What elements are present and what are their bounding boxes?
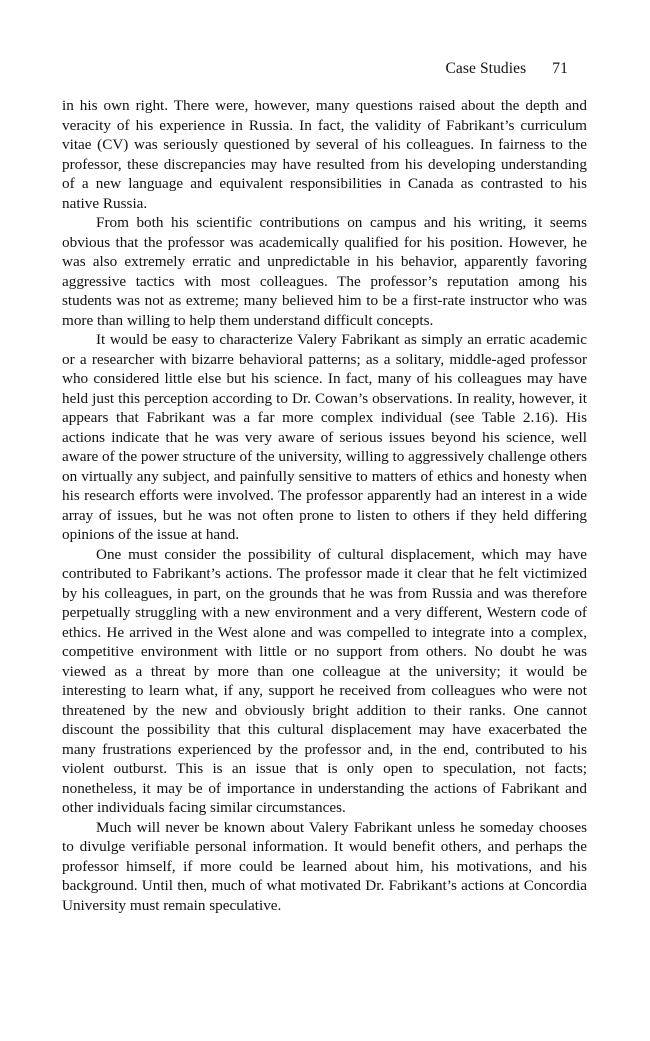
running-head: [445, 60, 568, 78]
body-text: [62, 96, 587, 915]
paragraph-continued: in his own right. There were, however, many questions raised about the depth and veracity of his experience in Russia. In fact, the validity of Fabrikant’s curriculum vitae (CV) was seriously questioned by several of his colleagues. In fairness to the professor, these discrepancies may have resulted from his developing understanding of a new language and equivalent responsibilities in Canada as contrasted to his native Russia.: [62, 97, 587, 212]
section-title: Case Studies: [445, 60, 527, 77]
paragraph: From both his scientific contributions on campus and his writing, it seems obvious that the professor was academically qualified for his position. However, he was also extremely erratic and unpredictable in his behavior, apparently favoring aggressive tactics with most colleagues. The professor’s reputation among his students was not as extreme; many believed him to be a first-rate instructor who was more than willing to help them understand difficult concepts.: [62, 214, 587, 329]
paragraph: Much will never be known about Valery Fabrikant unless he someday chooses to divulge verifiable personal information. It would benefit others, and perhaps the professor himself, if more could be learned about him, his motivations, and his background. Until then, much of what motivated Dr. Fabrikant’s actions at Concordia University must remain speculative.: [62, 818, 587, 914]
page-number: 71: [552, 60, 568, 77]
paragraph: One must consider the possibility of cultural displacement, which may have contributed to Fabrikant’s actions. The professor made it clear that he felt victimized by his colleagues, in part, on the grounds that he was from Russia and was therefore perpetually struggling with a new environment and a very different, Western code of ethics. He arrived in the West alone and was compelled to integrate into a complex, competitive environment with little or no support from others. No doubt he was viewed as a threat by more than one colleague at the university; it would be interesting to learn what, if any, support he received from colleagues who were not threatened by the new and obviously bright addition to their ranks. One cannot discount the possibility that this cultural displacement may have exacerbated the many frustrations experienced by the professor and, in the end, contributed to his violent outburst. This is an issue that is only open to speculation, not facts; nonetheless, it may be of importance in understanding the actions of Fabrikant and other individuals facing similar circumstances.: [62, 545, 587, 816]
paragraph: It would be easy to characterize Valery Fabrikant as simply an erratic academic or a researcher with bizarre behavioral patterns; as a solitary, middle-aged professor who considered little else but his science. In fact, many of his colleagues may have held just this perception according to Dr. Cowan’s observations. In reality, however, it appears that Fabrikant was a far more complex individual (see Table 2.16). His actions indicate that he was very aware of serious issues beyond his science, well aware of the power structure of the university, willing to aggressively challenge others on virtually any subject, and painfully sensitive to matters of ethics and honesty when his research efforts were involved. The professor apparently had an interest in a wide array of issues, but he was not often prone to listen to others if they held differing opinions of the issue at hand.: [62, 331, 587, 543]
